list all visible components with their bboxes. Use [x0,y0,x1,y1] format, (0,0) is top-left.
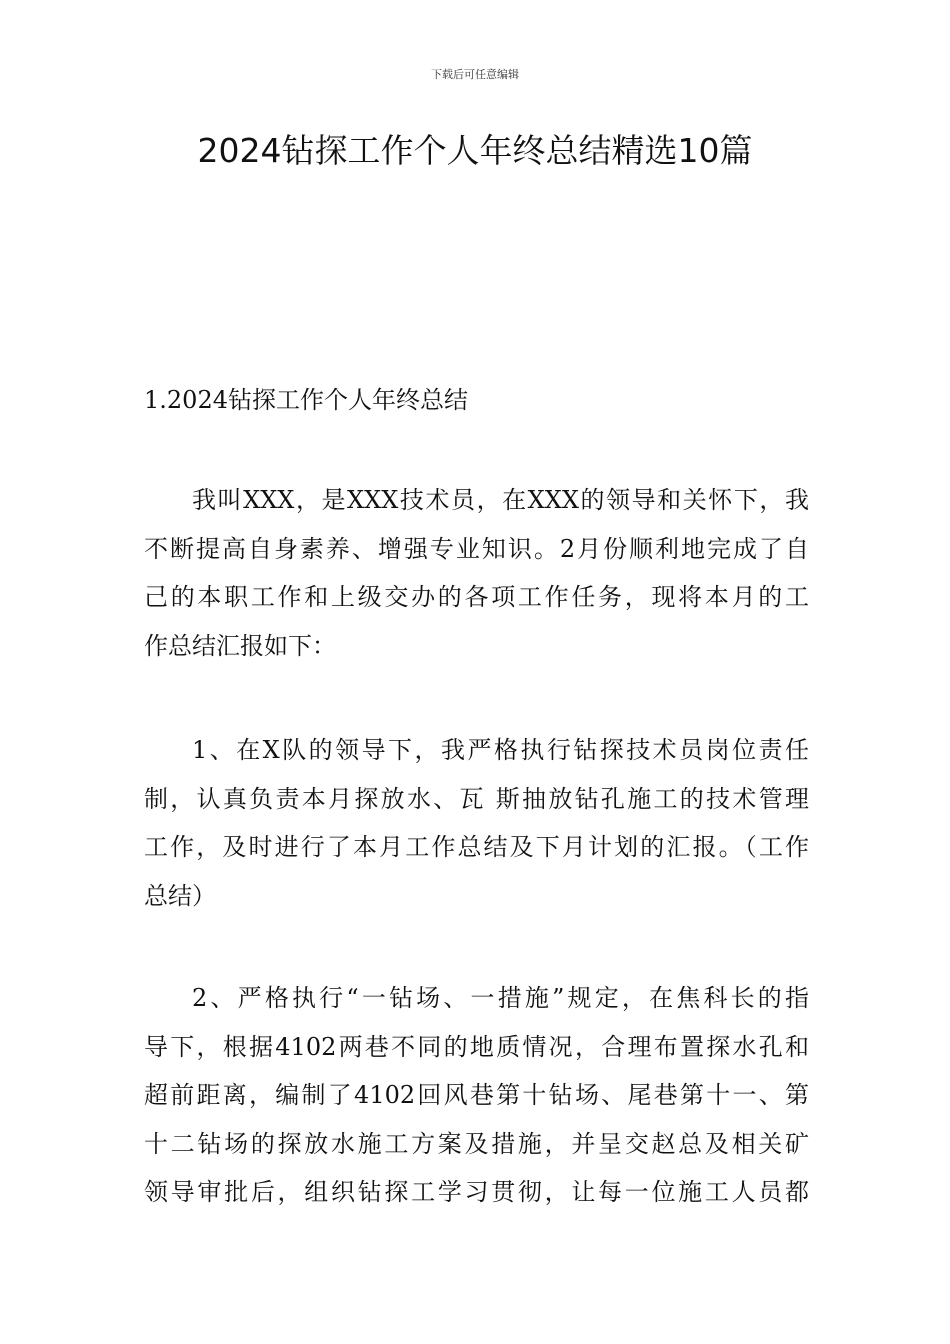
paragraph-intro [144,476,809,670]
section-heading: 1.2024钻探工作个人年终总结 [144,386,468,414]
paragraph-line: 总结） [144,881,216,910]
paragraph-line: 制，认真负责本月探放水、瓦 斯抽放钻孔施工的技术管理 [144,784,809,813]
paragraph-line: 我叫XXX，是XXX技术员，在XXX的领导和关怀下，我 [192,486,809,514]
paragraph-line: 超前距离，编制了4102回风巷第十钻场、尾巷第十一、第 [144,1081,809,1109]
paragraph-line: 导下，根据4102两巷不同的地质情况，合理布置探水孔和 [144,1032,809,1061]
paragraph-item-2 [144,974,809,1217]
paragraph-line: 作总结汇报如下： [144,631,336,660]
paragraph-item-1 [144,726,809,920]
paragraph-line: 2、严格执行“一钻场、一措施”规定，在焦科长的指 [192,984,809,1012]
document-title: 2024钻探工作个人年终总结精选10篇 [197,131,753,170]
paragraph-line: 己的本职工作和上级交办的各项工作任务，现将本月的工 [144,583,809,611]
paragraph-line: 领导审批后，组织钻探工学习贯彻，让每一位施工人员都 [144,1178,809,1206]
paragraph-line: 十二钻场的探放水施工方案及措施，并呈交赵总及相关矿 [144,1129,809,1158]
paragraph-line: 1、在X队的领导下，我严格执行钻探技术员岗位责任 [192,736,809,764]
paragraph-line: 不断提高自身素养、增强专业知识。2月份顺利地完成了自 [144,534,809,563]
header-note: 下载后可任意编辑 [431,68,519,81]
paragraph-line: 工作，及时进行了本月工作总结及下月计划的汇报。（工作 [144,833,809,861]
